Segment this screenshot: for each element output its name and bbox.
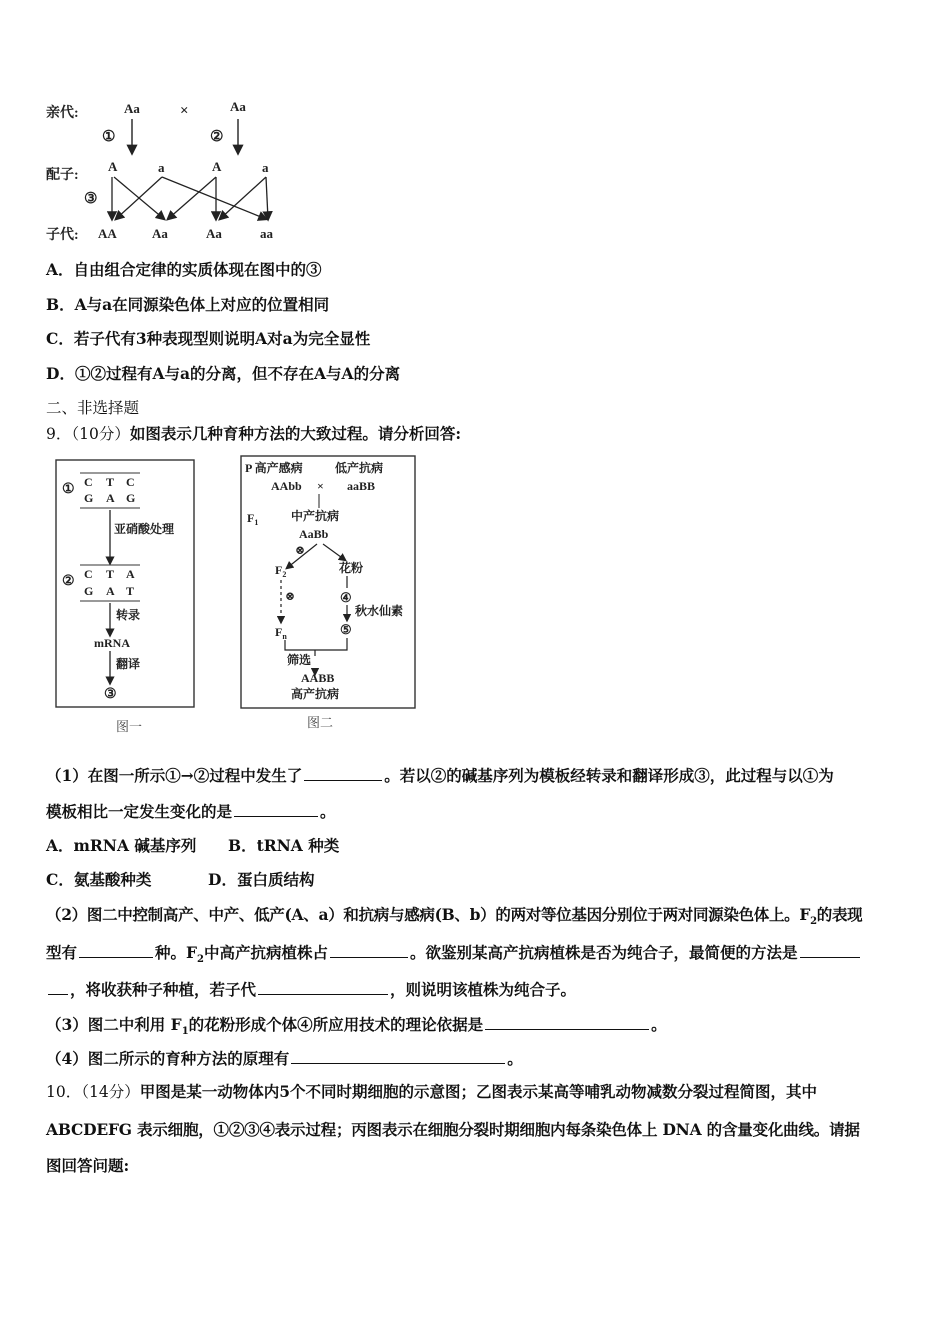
q9-sub2-blank-4[interactable] [258,979,388,995]
step2-marker: ② [210,129,224,145]
q10-score: （14分） [81,1083,140,1101]
q9-sub3-text-a: （3）图二中利用 F [46,1015,182,1034]
fig1-seq1-top-1: C [84,475,93,489]
q10-line1 [46,1082,910,1102]
q9-sub2-text-b2: 种。F [155,943,198,962]
q9-sub2-blank-3b[interactable] [48,979,68,995]
step1-marker: ① [102,129,116,145]
q9-sub2-sub-b: 2 [197,954,204,966]
fig1-seq1-bot-3: G [126,491,136,505]
q9-option-c: C．氨基酸种类 [46,870,152,889]
fig1-marker-2: ② [62,574,75,589]
q9-sub1-text-b: 。若以②的碱基序列为模板经转录和翻译形成③，此过程与以①为 [384,766,834,785]
fig2-p-label2: 低产抗病 [335,461,384,475]
fig1-mrna: mRNA [94,636,130,650]
fig2-p2: aaBB [347,479,376,493]
q9-sub2-text-c1: ，将收获种子种植，若子代 [70,980,257,999]
gamete-3: A [212,159,222,174]
parent2-genotype: Aa [230,99,246,114]
fig2-pollen: 花粉 [339,561,364,575]
offspring-3: Aa [206,226,222,241]
fig1-step-transcribe: 转录 [116,608,141,622]
section-title: 二、非选择题 [46,399,140,417]
fig1-seq2-top-1: C [84,567,93,581]
offspring-4: aa [260,226,273,241]
q9-sub4-blank[interactable] [291,1048,505,1064]
q9-sub2-text-b4: 。欲鉴别某高产抗病植株是否为纯合子，最简便的方法是 [410,943,798,962]
q9-sub4-text-a: （4）图二所示的育种方法的原理有 [46,1049,290,1068]
fig2-f2-label: $F_2$ [275,563,287,579]
fig2-cross: × [317,479,324,493]
fig2-fn-label: $F_n$ [275,625,287,641]
q9-sub4-end: 。 [507,1049,523,1068]
q9-sub3-sub: 1 [181,1026,189,1038]
fig1-seq2-bot-1: G [84,584,94,598]
q9-option-a: A．mRNA 碱基序列 [46,836,197,855]
q9-sub3-blank[interactable] [485,1014,649,1030]
offspring-2: Aa [152,226,168,241]
fig2-result-geno: AABB [301,671,335,685]
fig1-seq2-top-2: T [106,567,115,581]
q9-sub1-text-a: （1）在图一所示①→②过程中发生了 [46,766,303,785]
q9-number: 9． [46,425,72,443]
q9-sub4 [46,1048,910,1069]
q9-stem [46,424,910,444]
q9-sub1-line1 [46,765,910,786]
gamete-4: a [262,160,269,175]
genetics-cross-figure [40,95,300,245]
fig2-select: 筛选 [287,653,312,667]
cross-symbol: × [180,103,189,119]
gamete-1: A [108,159,118,174]
fig2-colchicine: 秋水仙素 [355,604,404,618]
q9-sub2-blank-3[interactable] [800,942,860,958]
q10-line3: 图回答问题: [46,1156,130,1175]
q9-sub3-end: 。 [651,1015,667,1034]
q9-sub3 [46,1014,910,1042]
fig1-seq1-top-2: T [106,475,115,489]
q9-sub2-text-a: （2）图二中控制高产、中产、低产(A、a）和抗病与感病(B、b）的两对等位基因分别位于两对同源染色体上。F [46,905,811,924]
parent-row-label: 亲代: [46,106,79,121]
q8-option-c: C．若子代有3种表现型则说明A对a为完全显性 [46,329,371,348]
q10-number: 10． [46,1083,82,1101]
q9-option-b: B．tRNA 种类 [228,836,340,855]
q9-sub1-text-c: 模板相比一定发生变化的是 [46,802,233,821]
q9-score: （10分） [71,425,130,443]
q9-option-d: D．蛋白质结构 [208,870,315,889]
fig2-selfing-1: ⊗ [295,543,306,557]
fig1-seq2-bot-3: T [126,584,135,598]
fig2-p-label: P 高产感病 [245,461,303,475]
q9-sub1-blank-1[interactable] [304,765,382,781]
q9-options-ab [46,836,910,856]
fig1-seq2-top-3: A [126,567,135,581]
q9-stem-text: 如图表示几种育种方法的大致过程。请分析回答: [129,424,462,443]
offspring-row-label: 子代: [46,228,79,243]
fig2-f1-label: $F_1$ [247,511,259,527]
figure-one [50,455,200,740]
fig2-marker-4: ④ [340,590,352,605]
fig1-seq1-top-3: C [126,475,135,489]
q9-sub1-line2 [46,801,910,822]
q9-sub2-text-c2: ，则说明该植株为纯合子。 [390,980,577,999]
fig1-marker-1: ① [62,482,75,497]
q9-sub2-text-a-end: 的表现 [816,905,863,924]
fig1-caption: 图一 [116,719,143,734]
q8-option-d: D．①②过程有A与a的分离，但不存在A与A的分离 [46,364,401,383]
q9-sub2-text-b1: 型有 [46,943,78,962]
q9-sub1-end: 。 [320,802,336,821]
q10-text-1: 甲图是某一动物体内5个不同时期细胞的示意图；乙图表示某高等哺乳动物减数分裂过程简图，其中 [139,1082,818,1101]
gamete-2: a [158,160,165,175]
fig2-p1: AAbb [271,479,302,493]
q9-sub2-blank-1[interactable] [79,942,153,958]
offspring-1: AA [98,226,117,241]
fig2-f1-pheno: 中产抗病 [291,509,340,523]
fig2-result-pheno: 高产抗病 [291,687,340,701]
fig1-marker-3: ③ [104,687,117,702]
fig2-selfing-2: ⊗ [285,589,296,603]
fig1-seq2-bot-2: A [106,584,115,598]
fig1-step-treat: 亚硝酸处理 [114,522,175,536]
fig1-step-translate: 翻译 [116,657,141,671]
step3-marker: ③ [84,191,98,207]
q9-sub1-blank-2[interactable] [234,801,318,817]
fig1-seq1-bot-2: A [106,491,115,505]
q10-line2: ABCDEFG 表示细胞，①②③④表示过程；丙图表示在细胞分裂时期细胞内每条染色体上 DNA 的含量变化曲线。请据 [46,1120,860,1139]
q9-sub2-line2 [46,942,910,970]
q8-option-a: A．自由组合定律的实质体现在图中的③ [46,260,322,279]
fig1-seq1-bot-1: G [84,491,94,505]
q9-sub2-text-b3: 中高产抗病植株占 [204,943,329,962]
q8-option-b: B．A与a在同源染色体上对应的位置相同 [46,295,330,314]
q9-sub2-line1 [46,905,910,932]
fig2-caption: 图二 [307,715,334,730]
q9-sub2-blank-2[interactable] [330,942,408,958]
q9-sub2-sub-a: 2 [810,916,817,928]
q9-sub3-text-b: 的花粉形成个体④所应用技术的理论依据是 [188,1015,484,1034]
fig2-marker-5: ⑤ [340,622,352,637]
q9-sub2-line3 [46,979,910,1000]
figure-two [235,450,420,740]
parent1-genotype: Aa [124,101,140,116]
fig2-f1-geno: AaBb [299,527,329,541]
q9-options-cd [46,870,910,890]
gamete-row-label: 配子: [46,168,79,183]
